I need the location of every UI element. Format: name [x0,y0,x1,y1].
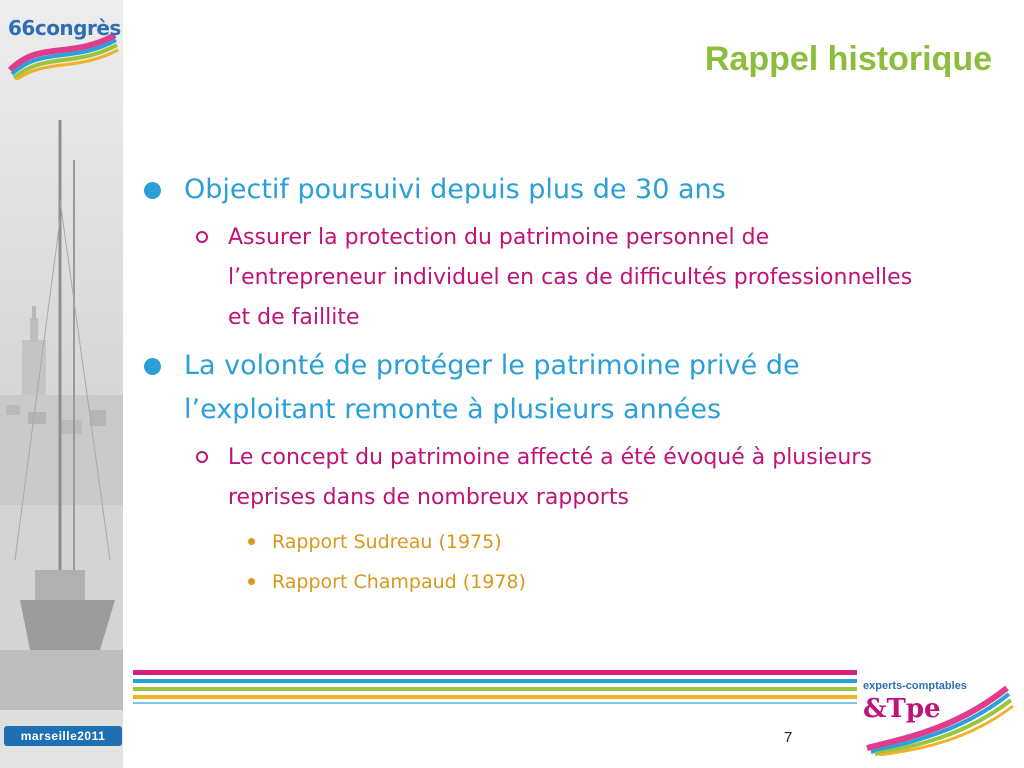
slide-title: Rappel historique [704,40,992,78]
harbor-illustration [0,0,123,768]
bullet-level1 [140,168,930,212]
bullet-level3 [140,524,930,560]
bullet-text: Objectif poursuivi depuis plus de 30 ans [184,174,726,205]
experts-comptables-tpe-logo [857,668,1017,756]
congres-logo-swoosh [0,0,120,80]
page-number: 7 [784,729,793,746]
footer-stripes [133,668,857,708]
congres-logo-text: 66congrès [8,16,121,40]
slide-content [140,168,930,604]
bullet-text: La volonté de protéger le patrimoine privé de l’exploitant remonte à plusieurs années [184,350,800,425]
bullet-level3 [140,564,930,600]
hollow-circle-bullet-icon [196,231,208,243]
bullet-level2 [140,438,930,518]
bullet-level2 [140,218,930,338]
footer-logo-line2: &Tpe [863,694,941,724]
footer-logo-line1: experts-comptables [863,680,967,692]
bullet-text: Le concept du patrimoine affecté a été évoqué à plusieurs reprises dans de nombreux rapports [228,445,872,510]
bullet-text: Rapport Champaud (1978) [272,571,526,593]
dot-bullet-icon [248,578,255,585]
sidebar-photo [0,0,123,768]
filled-circle-bullet-icon [144,182,161,199]
bullet-level1 [140,344,930,432]
dot-bullet-icon [248,538,255,545]
bullet-text: Rapport Sudreau (1975) [272,531,502,553]
marseille-logo: marseille2011 [4,726,122,746]
bullet-text: Assurer la protection du patrimoine personnel de l’entrepreneur individuel en cas de difficultés professionnelles et de faillite [228,225,913,330]
hollow-circle-bullet-icon [196,451,208,463]
filled-circle-bullet-icon [144,358,161,375]
